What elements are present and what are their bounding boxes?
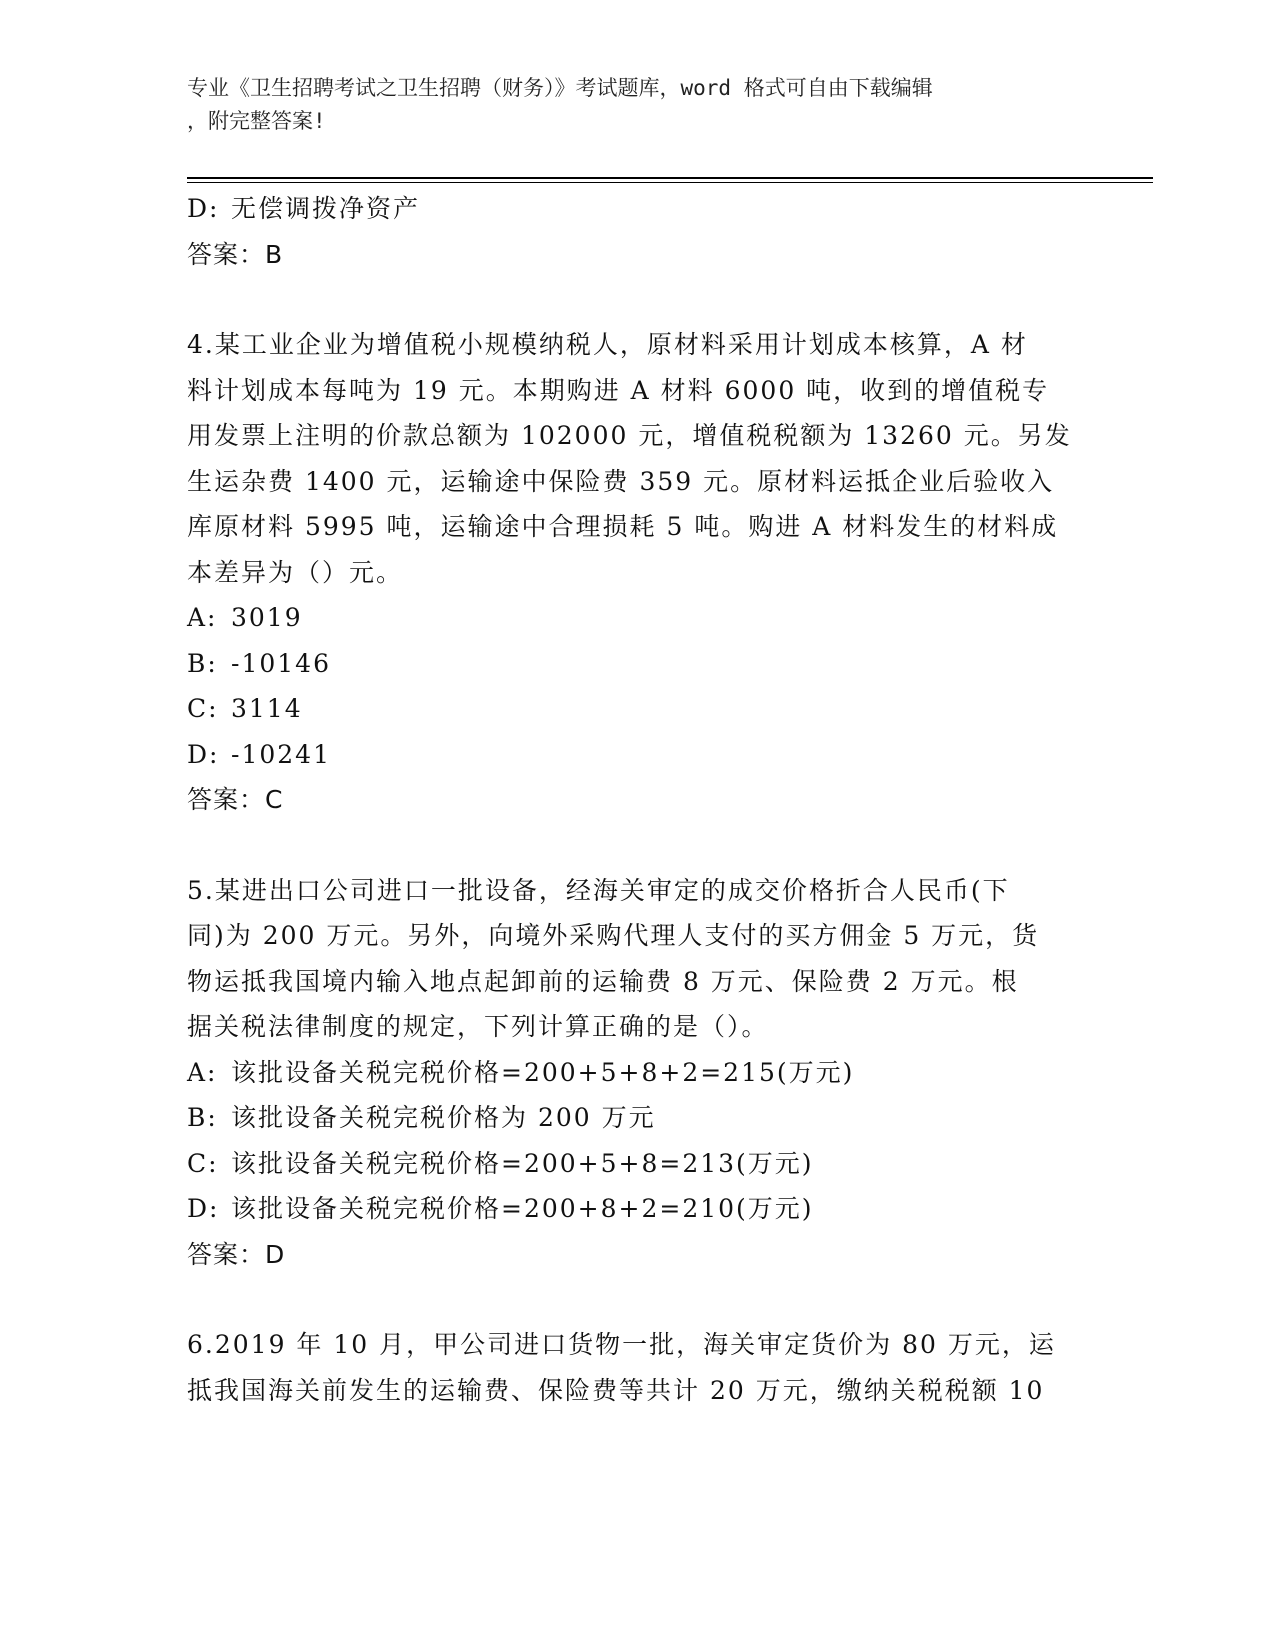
option-label: A: <box>187 1057 218 1087</box>
question-line: 6.2019 年 10 月，甲公司进口货物一批，海关审定货价为 80 万元，运 <box>187 1330 1056 1359</box>
question-line: 生运杂费 1400 元，运输途中保险费 359 元。原材料运抵企业后验收入 <box>187 466 1055 496</box>
header-divider <box>187 182 1153 183</box>
option-b <box>187 1095 1077 1141</box>
option-d <box>187 732 1077 778</box>
option-label: D: <box>187 1194 220 1223</box>
option-label: B: <box>187 648 218 678</box>
question-line: 同)为 200 万元。另外，向境外采购代理人支付的买方佣金 5 万元，货 <box>187 921 1040 950</box>
option-b <box>187 641 1077 687</box>
option-text: 无偿调拨净资产 <box>231 194 421 223</box>
option-d <box>187 186 1077 232</box>
previous-question-tail <box>187 186 1077 277</box>
option-a <box>187 1050 1077 1096</box>
answer-line: 答案：C <box>187 785 284 814</box>
option-text: 3019 <box>231 603 303 632</box>
option-text: 该批设备关税完税价格=200+8+2=210(万元) <box>231 1194 814 1223</box>
option-a <box>187 595 1077 641</box>
option-label: D: <box>187 739 220 769</box>
question-line: 物运抵我国境内输入地点起卸前的运输费 8 万元、保险费 2 万元。根 <box>187 966 1019 996</box>
option-text: 该批设备关税完税价格=200+5+8+2=215(万元) <box>231 1057 855 1087</box>
question-text <box>187 1322 1077 1413</box>
answer-line: 答案：B <box>187 239 284 269</box>
header-line: 专业《卫生招聘考试之卫生招聘（财务）》考试题库，word 格式可自由下载编辑 <box>187 76 933 100</box>
document-body <box>187 186 1077 1413</box>
document-header <box>187 72 1067 138</box>
option-label: A: <box>187 603 218 632</box>
header-divider <box>187 177 1153 179</box>
option-d <box>187 1186 1077 1232</box>
question-text <box>187 868 1077 1050</box>
option-text: -10146 <box>231 648 331 678</box>
question-line: 据关税法律制度的规定，下列计算正确的是（）。 <box>187 1012 769 1041</box>
question-4 <box>187 322 1077 823</box>
option-label: B: <box>187 1103 218 1132</box>
option-label: D: <box>187 194 220 223</box>
option-text: 该批设备关税完税价格为 200 万元 <box>231 1103 656 1132</box>
question-5 <box>187 868 1077 1278</box>
option-text: -10241 <box>231 739 331 769</box>
question-line: 抵我国海关前发生的运输费、保险费等共计 20 万元，缴纳关税税额 10 <box>187 1375 1045 1405</box>
option-label: C: <box>187 694 219 723</box>
option-c <box>187 686 1077 732</box>
question-line: 4.某工业企业为增值税小规模纳税人，原材料采用计划成本核算，A 材 <box>187 330 1028 359</box>
question-text <box>187 322 1077 595</box>
question-line: 本差异为（）元。 <box>187 557 404 587</box>
option-label: C: <box>187 1148 219 1178</box>
question-line: 料计划成本每吨为 19 元。本期购进 A 材料 6000 吨，收到的增值税专 <box>187 375 1050 405</box>
question-line: 5.某进出口公司进口一批设备，经海关审定的成交价格折合人民币(下 <box>187 875 1010 905</box>
question-6 <box>187 1322 1077 1413</box>
option-text: 该批设备关税完税价格=200+5+8=213(万元) <box>231 1148 814 1178</box>
question-line: 库原材料 5995 吨，运输途中合理损耗 5 吨。购进 A 材料发生的材料成 <box>187 512 1059 541</box>
answer-line: 答案：D <box>187 1239 286 1269</box>
option-text: 3114 <box>231 694 303 723</box>
question-line: 用发票上注明的价款总额为 102000 元，增值税税额为 13260 元。另发 <box>187 421 1072 450</box>
option-c <box>187 1141 1077 1187</box>
header-line: ，附完整答案! <box>187 109 326 133</box>
